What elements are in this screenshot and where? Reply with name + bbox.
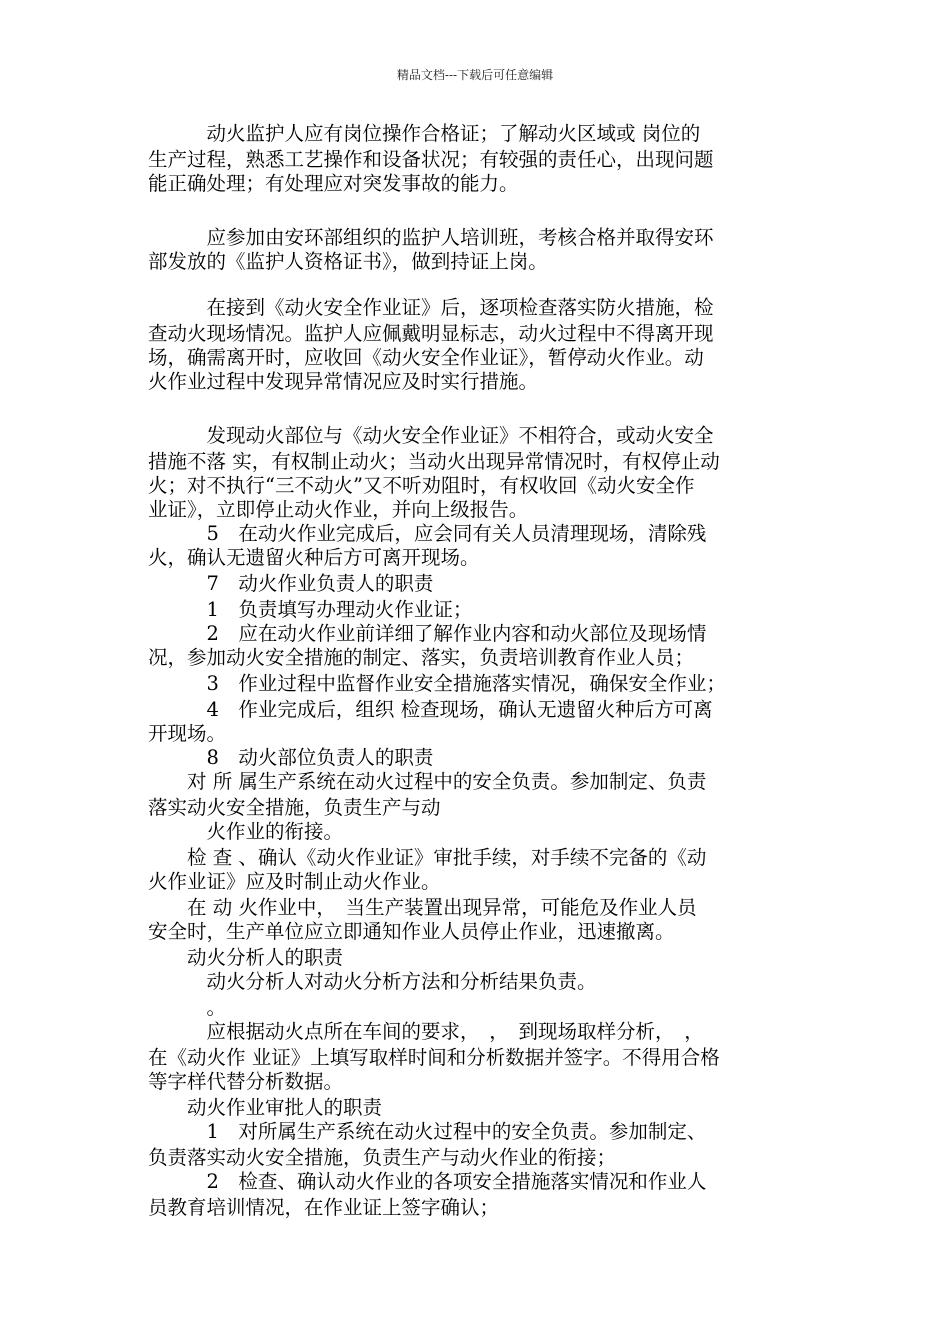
text-line: 火作业证》应及时制止动火作业。 — [148, 870, 441, 893]
text-line: 等字样代替分析数据。 — [148, 1070, 344, 1093]
text-line: 动火分析人对动火分析方法和分析结果负责。 — [148, 970, 597, 993]
text-line: 。 — [148, 996, 227, 1019]
text-line: 应参加由安环部组织的监护人培训班，考核合格并取得安环 — [148, 226, 714, 249]
text-line: 1 对所属生产系统在动火过程中的安全负责。参加制定、 — [148, 1120, 707, 1143]
text-line: 在接到《动火安全作业证》后，逐项检查落实防火措施，检 — [148, 296, 714, 319]
text-line: 业证》，立即停止动火作业，并向上级报告。 — [148, 498, 529, 521]
text-line: 动火分析人的职责 — [148, 946, 344, 969]
text-line: 在 动 火作业中， 当生产装置出现异常，可能危及作业人员 — [148, 896, 697, 919]
text-line: 火，确认无遗留火种后方可离开现场。 — [148, 546, 480, 569]
text-line: 8 动火部位负责人的职责 — [148, 746, 434, 769]
text-line: 火；对不执行“三不动火”又不听劝阻时，有权收回《动火安全作 — [148, 474, 695, 497]
page-header: 精品文档---下载后可任意编辑 — [396, 68, 554, 82]
text-line: 查动火现场情况。监护人应佩戴明显标志，动火过程中不得离开现 — [148, 322, 714, 345]
text-line: 能正确处理；有处理应对突发事故的能力。 — [148, 172, 519, 195]
text-line: 措施不落 实，有权制止动火；当动火出现异常情况时，有权停止动 — [148, 450, 720, 473]
text-line: 落实动火安全措施，负责生产与动 — [148, 796, 441, 819]
text-line: 安全时，生产单位应立即通知作业人员停止作业，迅速撤离。 — [148, 920, 675, 943]
text-line: 在《动火作 业证》上填写取样时间和分析数据并签字。不得用合格 — [148, 1046, 720, 1069]
text-line: 2 检查、确认动火作业的各项安全措施落实情况和作业人 — [148, 1170, 707, 1193]
text-line: 2 应在动火作业前详细了解作业内容和动火部位及现场情 — [148, 622, 707, 645]
text-line: 4 作业完成后，组织 检查现场，确认无遗留火种后方可离 — [148, 698, 713, 721]
text-line: 7 动火作业负责人的职责 — [148, 572, 434, 595]
text-line: 3 作业过程中监督作业安全措施落实情况，确保安全作业； — [148, 672, 726, 695]
text-line: 1 负责填写办理动火作业证； — [148, 598, 473, 621]
text-line: 火作业的衔接。 — [148, 820, 344, 843]
text-line: 5 在动火作业完成后，应会同有关人员清理现场，清除残 — [148, 522, 707, 545]
text-line: 动火作业审批人的职责 — [148, 1096, 383, 1119]
text-line: 检 查 、确认《动火作业证》审批手续，对手续不完备的《动 — [148, 846, 707, 869]
text-line: 场，确需离开时，应收回《动火安全作业证》，暂停动火作业。动 — [148, 346, 704, 369]
text-line: 生产过程，熟悉工艺操作和设备状况；有较强的责任心，出现问题 — [148, 148, 714, 171]
text-line: 对 所 属生产系统在动火过程中的安全负责。参加制定、负责 — [148, 770, 707, 793]
text-line: 开现场。 — [148, 722, 227, 745]
text-line: 发现动火部位与《动火安全作业证》不相符合，或动火安全 — [148, 424, 714, 447]
text-line: 员教育培训情况，在作业证上签字确认； — [148, 1196, 500, 1219]
text-line: 动火监护人应有岗位操作合格证；了解动火区域或 岗位的 — [148, 122, 701, 145]
text-line: 负责落实动火安全措施，负责生产与动火作业的衔接； — [148, 1146, 617, 1169]
text-line: 火作业过程中发现异常情况应及时实行措施。 — [148, 370, 539, 393]
text-line: 况，参加动火安全措施的制定、落实，负责培训教育作业人员； — [148, 646, 695, 669]
text-line: 应根据动火点所在车间的要求， ， 到现场取样分析， ， — [148, 1020, 704, 1043]
text-line: 部发放的《监护人资格证书》，做到持证上岗。 — [148, 250, 548, 273]
